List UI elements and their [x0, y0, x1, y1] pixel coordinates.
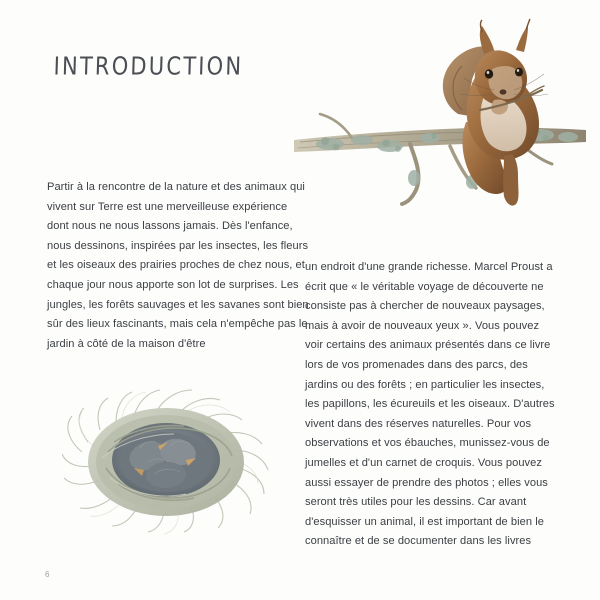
intro-right-column [305, 258, 555, 552]
bird-nest-with-eggs-illustration [62, 382, 277, 537]
intro-right-text: un endroit d'une grande richesse. Marcel Proust a écrit que « le véritable voyage de découverte ne consiste pas à chercher de nouveaux paysages, mais à avoir de nouveaux yeux ». Vous pouvez voir certains des animaux présentés dans ce livre lors de vos promenades dans des parcs, des jardins ou des forêts ; en particulier les insectes, les papillons, les écureuils et les oiseaux. D'autres vivent dans des réserves naturelles. Pour vos observations et vos ébauches, munissez-vous de jumelles et d'un carnet de croquis. Vous pouvez aussi essayer de prendre des photos ; elles vous seront très utiles pour les dessins. Car avant d'esquisser un animal, il est important de bien le connaître et de se documenter dans les livres [305, 261, 555, 548]
page-number: 6 [45, 570, 50, 579]
intro-left-column [47, 178, 309, 354]
page-title: INTRODUCTION [53, 52, 244, 81]
squirrel-on-branch-illustration [290, 18, 590, 233]
intro-left-text: Partir à la rencontre de la nature et des animaux qui vivent sur Terre est une merveilleuse expérience dont nous ne nous lassons jamais. Dès l'enfance, nous dessinons, inspirées par les insectes, les fleurs et les oiseaux des prairies proches de chez nous, et chaque jour nous apporte son lot de surprises. Les jungles, les forêts sauvages et les savanes sont bien sûr des lieux fascinants, mais cela n'empêche pas le jardin à côté de la maison d'être [47, 181, 309, 350]
